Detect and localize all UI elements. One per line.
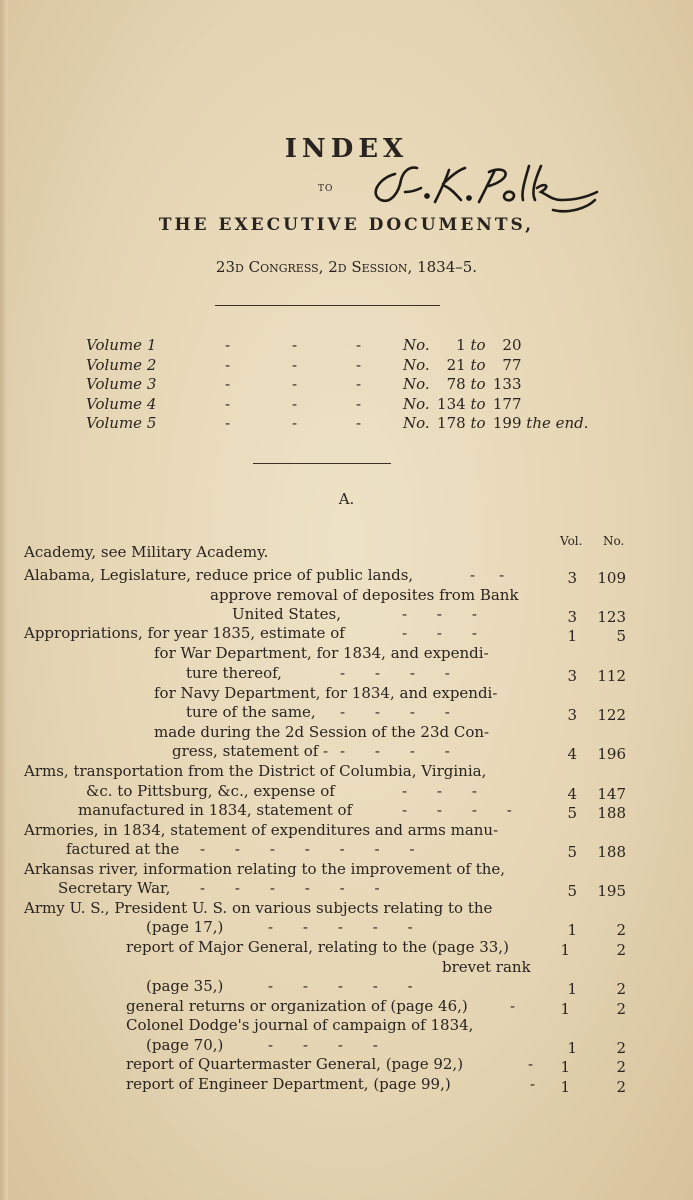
volume-range: No. 1 to 20	[403, 336, 522, 354]
ref-no: 123	[597, 608, 626, 626]
index-entry: (page 70,)	[146, 1036, 224, 1054]
index-entry: made during the 2d Session of the 23d Con-	[154, 723, 490, 741]
handwritten-signature	[365, 152, 605, 222]
index-entry: for Navy Department, for 1834, and expendi-	[154, 684, 498, 702]
ref-no: 2	[616, 1078, 626, 1096]
ref-vol: 3	[567, 706, 577, 724]
index-entry: gress, statement of -	[172, 742, 329, 760]
dot-leader: - - -	[402, 605, 478, 623]
dot-leader: - - - - -	[268, 977, 414, 995]
ref-vol: 1	[560, 1058, 570, 1076]
ref-no: 188	[597, 843, 626, 861]
dot-leader: - - -	[402, 624, 478, 642]
dot-leader: -	[510, 997, 517, 1015]
dash: -	[292, 336, 298, 354]
ref-no: 2	[616, 1039, 626, 1057]
volume-range: No. 134 to 177	[403, 395, 522, 413]
ref-no: 109	[597, 569, 626, 587]
ref-vol: 1	[567, 627, 577, 645]
ref-no: 2	[616, 980, 626, 998]
index-entry: Armories, in 1834, statement of expenditures and arms manu-	[24, 821, 499, 839]
ref-vol: 1	[567, 980, 577, 998]
ref-vol: 5	[567, 843, 577, 861]
dash: -	[356, 414, 362, 432]
ref-vol: 1	[560, 1000, 570, 1018]
dash: -	[356, 356, 362, 374]
ref-vol: 1	[560, 1078, 570, 1096]
volume-label: Volume 1	[86, 336, 157, 354]
dash: -	[225, 414, 231, 432]
index-entry: Colonel Dodge's journal of campaign of 1834,	[126, 1016, 474, 1034]
volume-row	[0, 375, 693, 395]
dot-leader: - - - -	[340, 703, 451, 721]
index-entry: Secretary War,	[58, 879, 171, 897]
ref-vol: 3	[567, 569, 577, 587]
dash: -	[225, 395, 231, 413]
index-entry: brevet rank	[442, 958, 531, 976]
dot-leader: - - - -	[268, 1036, 379, 1054]
volume-row	[0, 395, 693, 415]
index-entry: Appropriations, for year 1835, estimate of	[24, 624, 345, 642]
volume-row	[0, 336, 693, 356]
index-entry: Academy, see Military Academy.	[24, 543, 269, 561]
divider-rule	[215, 305, 440, 306]
column-header-vol: Vol.	[560, 534, 583, 548]
index-entry: Alabama, Legislature, reduce price of public lands,	[24, 566, 414, 584]
dot-leader: - - - -	[340, 742, 451, 760]
index-entry: report of Major General, relating to the (page 33,)	[126, 938, 509, 956]
dot-leader: -	[530, 1075, 537, 1093]
dash: -	[356, 336, 362, 354]
dash: -	[292, 414, 298, 432]
ref-vol: 4	[567, 785, 577, 803]
index-entry: Arkansas river, information relating to the improvement of the,	[24, 860, 506, 878]
ref-no: 122	[597, 706, 626, 724]
volume-row	[0, 356, 693, 376]
dot-leader: - - - -	[402, 801, 513, 819]
index-entry: United States,	[232, 605, 341, 623]
dot-leader: -	[528, 1055, 535, 1073]
ref-vol: 3	[567, 667, 577, 685]
index-entry: factured at the	[66, 840, 180, 858]
ref-no: 195	[597, 882, 626, 900]
dash: -	[292, 395, 298, 413]
dash: -	[292, 356, 298, 374]
column-header-no: No.	[603, 534, 625, 548]
index-entry: report of Quartermaster General, (page 92,)	[126, 1055, 464, 1073]
index-entry: approve removal of deposites from Bank	[210, 586, 519, 604]
index-entry: for War Department, for 1834, and expendi-	[154, 644, 489, 662]
volume-range: No. 78 to 133	[403, 375, 522, 393]
dash: -	[225, 356, 231, 374]
volume-range: No. 178 to 199 the end.	[403, 414, 589, 432]
ref-vol: 5	[567, 804, 577, 822]
dot-leader: - - - - - -	[200, 879, 381, 897]
index-entry: general returns or organization of (page 46,)	[126, 997, 468, 1015]
ref-vol: 1	[560, 941, 570, 959]
index-entry: ture of the same,	[186, 703, 316, 721]
index-entry: ture thereof,	[186, 664, 282, 682]
to-word: TO	[318, 184, 334, 194]
page-spine-edge	[0, 0, 8, 1200]
dot-leader: - - - - -	[268, 918, 414, 936]
volume-label: Volume 4	[86, 395, 157, 413]
index-entry: manufactured in 1834, statement of	[78, 801, 353, 819]
ref-vol: 1	[567, 921, 577, 939]
ref-no: 2	[616, 921, 626, 939]
ref-vol: 4	[567, 745, 577, 763]
dot-leader: - - -	[402, 782, 478, 800]
dash: -	[356, 395, 362, 413]
dot-leader: - - - - - - -	[200, 840, 416, 858]
ref-no: 112	[597, 667, 626, 685]
volume-row	[0, 414, 693, 434]
ref-no: 147	[597, 785, 626, 803]
dash: -	[356, 375, 362, 393]
dash: -	[225, 375, 231, 393]
volume-range: No. 21 to 77	[403, 356, 522, 374]
index-title: INDEX	[284, 134, 409, 164]
dot-leader: - - - -	[340, 664, 451, 682]
index-entry: &c. to Pittsburg, &c., expense of	[86, 782, 335, 800]
volume-label: Volume 2	[86, 356, 157, 374]
volume-label: Volume 3	[86, 375, 157, 393]
dot-leader: - -	[470, 566, 506, 584]
section-letter: A.	[338, 490, 355, 508]
ref-no: 2	[616, 1000, 626, 1018]
dash: -	[225, 336, 231, 354]
index-entry: Army U. S., President U. S. on various subjects relating to the	[24, 899, 493, 917]
index-entry: Arms, transportation from the District of Columbia, Virginia,	[24, 762, 487, 780]
index-entry: report of Engineer Department, (page 99,)	[126, 1075, 451, 1093]
volume-label: Volume 5	[86, 414, 157, 432]
ref-no: 5	[616, 627, 626, 645]
divider-rule	[253, 463, 391, 464]
ref-no: 2	[616, 941, 626, 959]
ref-vol: 1	[567, 1039, 577, 1057]
ref-no: 2	[616, 1058, 626, 1076]
ref-vol: 3	[567, 608, 577, 626]
ref-vol: 5	[567, 882, 577, 900]
index-entry: (page 17,)	[146, 918, 224, 936]
index-entry: (page 35,)	[146, 977, 224, 995]
ref-no: 196	[597, 745, 626, 763]
session-line: 23d Congress, 2d Session, 1834–5.	[215, 258, 478, 276]
dash: -	[292, 375, 298, 393]
subtitle: THE EXECUTIVE DOCUMENTS,	[158, 215, 535, 235]
ref-no: 188	[597, 804, 626, 822]
